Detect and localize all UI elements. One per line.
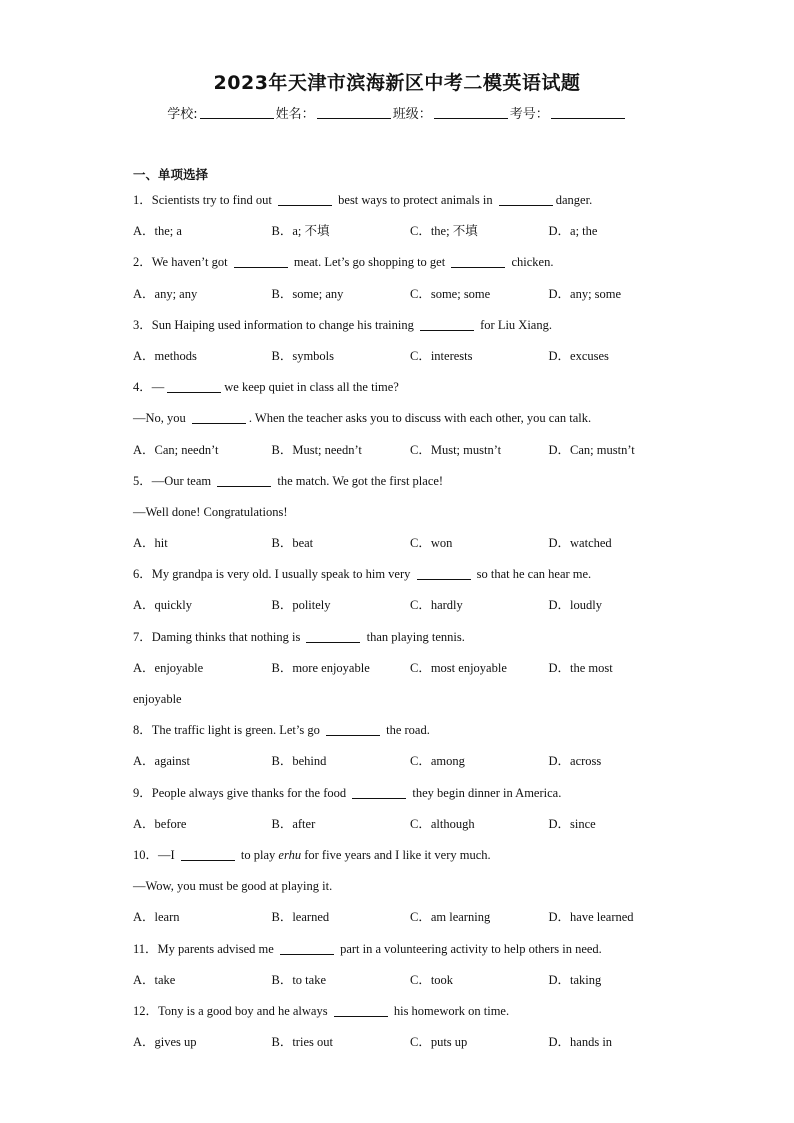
question-text: 4．— (133, 380, 165, 395)
options-row (133, 345, 693, 376)
option-a[interactable]: A．before (133, 816, 187, 831)
question-stem (133, 314, 693, 345)
option-c[interactable]: C．took (410, 972, 454, 987)
answer-blank (420, 316, 474, 331)
option-d[interactable]: D．have learned (548, 910, 634, 925)
question-text: part in a volunteering activity to help others in need. (336, 941, 602, 956)
option-b[interactable]: B．beat (271, 536, 314, 551)
question-item (133, 251, 693, 313)
question-item (133, 719, 693, 781)
option-a[interactable]: A．enjoyable (133, 660, 204, 675)
option-c[interactable]: C．Must; mustn’t (410, 442, 502, 457)
option-d[interactable]: D．a; the (548, 224, 598, 239)
question-text: 2．We haven’t got (133, 255, 231, 270)
question-item (133, 1000, 693, 1062)
option-c[interactable]: C．most enjoyable (410, 660, 507, 675)
option-b[interactable]: B．Must; needn’t (271, 442, 362, 457)
question-text: —Wow, you must be good at playing it. (133, 879, 333, 894)
option-b[interactable]: B．symbols (271, 348, 335, 363)
question-stem (133, 719, 693, 750)
question-text: 3．Sun Haiping used information to change his training (133, 317, 417, 332)
question-text: to play (237, 847, 279, 862)
options-row (133, 439, 693, 470)
question-stem (133, 251, 693, 282)
question-text: . When the teacher asks you to discuss with each other, you can talk. (248, 411, 592, 426)
options-row (133, 283, 693, 314)
question-dialogue-line (133, 501, 693, 532)
question-stem (133, 470, 693, 501)
option-b[interactable]: B．more enjoyable (271, 660, 370, 675)
question-text: 5．—Our team (133, 473, 215, 488)
option-b[interactable]: B．to take (271, 972, 327, 987)
question-text: the match. We got the first place! (274, 473, 444, 488)
option-d[interactable]: D．taking (548, 972, 602, 987)
options-row (133, 969, 693, 1000)
question-text: than playing tennis. (363, 629, 465, 644)
option-c[interactable]: C．some; some (410, 286, 491, 301)
option-a[interactable]: A．take (133, 972, 176, 987)
option-d[interactable]: D．watched (548, 536, 612, 551)
school-label: 学校: (167, 107, 198, 122)
option-c[interactable]: C．although (410, 816, 475, 831)
question-item (133, 782, 693, 844)
question-text: danger. (555, 193, 593, 207)
option-c[interactable]: C．am learning (410, 910, 491, 925)
answer-blank (352, 784, 406, 799)
page-title: 2023年天津市滨海新区中考二模英语试题 (213, 72, 581, 94)
option-d[interactable]: D．across (548, 754, 602, 769)
question-text: meat. Let’s go shopping to get (290, 255, 449, 270)
option-c[interactable]: C．puts up (410, 1035, 468, 1050)
question-item (133, 189, 693, 251)
option-b[interactable]: B．politely (271, 598, 331, 613)
name-blank[interactable] (317, 106, 391, 119)
option-a[interactable]: A．against (133, 754, 190, 769)
question-text: 9．People always give thanks for the food (133, 785, 350, 800)
question-text: so that he can hear me. (473, 567, 592, 582)
option-d[interactable]: D．loudly (548, 598, 602, 613)
question-stem (133, 782, 693, 813)
question-text: 11．My parents advised me (133, 941, 277, 956)
question-item (133, 470, 693, 564)
answer-blank (326, 721, 380, 736)
option-d[interactable]: D．since (548, 816, 596, 831)
option-d[interactable]: D．Can; mustn’t (548, 442, 635, 457)
answer-blank (451, 253, 505, 268)
option-wrap-text: enjoyable (133, 692, 182, 706)
option-a[interactable]: A．gives up (133, 1035, 197, 1050)
question-item (133, 938, 693, 1000)
class-label: 班级： (392, 107, 432, 122)
question-stem (133, 626, 693, 657)
option-c[interactable]: C．among (410, 754, 465, 769)
option-a[interactable]: A．quickly (133, 598, 193, 613)
answer-blank (167, 378, 221, 393)
answer-blank (181, 846, 235, 861)
answer-blank (192, 409, 246, 424)
options-row (133, 906, 693, 937)
question-stem (133, 189, 693, 220)
question-stem (133, 938, 693, 969)
school-blank[interactable] (200, 106, 274, 119)
options-row (133, 594, 693, 625)
name-label: 姓名： (275, 107, 315, 122)
question-stem (133, 1000, 693, 1031)
option-d[interactable]: D．the most (548, 660, 613, 675)
question-text: best ways to protect animals in (335, 193, 496, 207)
options-row (133, 220, 693, 251)
option-b[interactable]: B．after (271, 816, 316, 831)
option-a[interactable]: A．Can; needn’t (133, 442, 219, 457)
answer-blank (280, 940, 334, 955)
question-stem (133, 376, 693, 407)
question-text: for Liu Xiang. (477, 317, 552, 332)
answer-blank (334, 1002, 388, 1017)
answer-blank (417, 565, 471, 580)
option-d[interactable]: D．hands in (548, 1035, 613, 1050)
question-text: —Well done! Congratulations! (133, 504, 288, 519)
options-row (133, 750, 693, 781)
options-row (133, 657, 693, 688)
question-list (133, 189, 693, 1062)
option-a[interactable]: A．any; any (133, 286, 198, 301)
class-blank[interactable] (434, 106, 508, 119)
answer-blank (499, 191, 553, 206)
question-item (133, 844, 693, 938)
question-text: 10．—I (133, 847, 178, 862)
option-c[interactable]: C．hardly (410, 598, 463, 613)
option-b[interactable]: B．learned (271, 910, 330, 925)
option-c[interactable]: C．interests (410, 348, 473, 363)
italic-term: erhu (278, 847, 302, 862)
options-row (133, 813, 693, 844)
question-item (133, 376, 693, 470)
question-item (133, 563, 693, 625)
question-text: they begin dinner in America. (409, 785, 562, 800)
option-d[interactable]: D．any; some (548, 286, 622, 301)
question-item (133, 314, 693, 376)
question-item (133, 626, 693, 720)
answer-blank (278, 191, 332, 206)
question-text: the road. (383, 723, 430, 738)
option-b[interactable]: B．a; 不填 (271, 224, 330, 239)
option-a[interactable]: A．learn (133, 910, 180, 925)
question-text: we keep quiet in class all the time? (224, 380, 399, 395)
exam-number-blank[interactable] (551, 106, 625, 119)
options-row (133, 532, 693, 563)
question-text: 1．Scientists try to find out (133, 193, 276, 207)
question-stem (133, 563, 693, 594)
answer-blank (306, 628, 360, 643)
option-b[interactable]: B．some; any (271, 286, 344, 301)
question-text: 6．My grandpa is very old. I usually speak to him very (133, 567, 414, 582)
question-text: 8．The traffic light is green. Let’s go (133, 723, 323, 738)
question-text: 12．Tony is a good boy and he always (133, 1003, 331, 1018)
option-c[interactable]: C．the; 不填 (410, 224, 478, 239)
option-c[interactable]: C．won (410, 536, 453, 551)
question-stem (133, 844, 693, 875)
answer-blank (217, 472, 271, 487)
question-text: —No, you (133, 411, 189, 426)
section-title: 一、单项选择 (133, 167, 209, 182)
question-text: chicken. (508, 255, 554, 270)
option-a[interactable]: A．methods (133, 348, 197, 363)
answer-blank (234, 253, 288, 268)
exam-number-label: 考号： (509, 107, 549, 122)
question-dialogue-line (133, 875, 693, 906)
option-a[interactable]: A．the; a (133, 224, 182, 239)
question-dialogue-line (133, 407, 693, 438)
option-d[interactable]: D．excuses (548, 348, 609, 363)
question-text: his homework on time. (390, 1003, 510, 1018)
student-info-line (0, 103, 794, 122)
question-text: for five years and I like it very much. (301, 847, 491, 862)
option-b[interactable]: B．behind (271, 754, 327, 769)
option-b[interactable]: B．tries out (271, 1035, 333, 1050)
question-text: 7．Daming thinks that nothing is (133, 629, 304, 644)
options-row (133, 1031, 693, 1062)
option-a[interactable]: A．hit (133, 536, 168, 551)
